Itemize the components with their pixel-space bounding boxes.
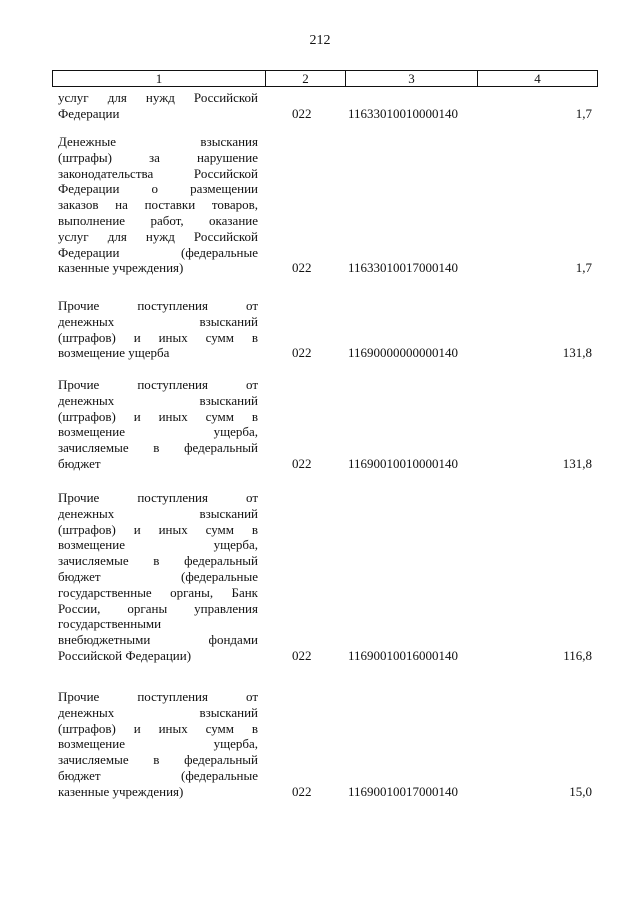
table-row bbox=[58, 298, 598, 361]
amount-value: 15,0 bbox=[569, 783, 592, 799]
description-line: бюджет (федеральные bbox=[58, 767, 258, 783]
description-line: возмещение ущерба, bbox=[58, 537, 258, 553]
description-line: Прочие поступления от bbox=[58, 377, 258, 392]
description-line: (штрафов) и иных сумм в bbox=[58, 521, 258, 537]
description-line: государственными bbox=[58, 616, 162, 632]
description-line: денежных взысканий bbox=[58, 505, 258, 521]
description-line: услуг для нужд Российской bbox=[58, 90, 258, 105]
table-row bbox=[58, 134, 598, 276]
description-line: казенные учреждения) bbox=[58, 783, 184, 799]
budget-classification-code: 11690000000000140 bbox=[348, 345, 459, 361]
description-line: выполнение работ, оказание bbox=[58, 212, 258, 228]
row-description bbox=[58, 134, 258, 276]
description-line: денежных взысканий bbox=[58, 392, 258, 408]
amount-value: 131,8 bbox=[562, 456, 592, 471]
admin-code: 022 bbox=[292, 260, 312, 276]
admin-code: 022 bbox=[292, 105, 312, 121]
description-line: казенные учреждения) bbox=[58, 260, 184, 276]
budget-classification-code: 11690010010000140 bbox=[348, 456, 459, 471]
description-line: возмещение ущерба bbox=[58, 345, 170, 361]
description-line: России, органы управления bbox=[58, 600, 258, 616]
table-row bbox=[58, 490, 598, 664]
description-line: зачисляемые в федеральный bbox=[58, 752, 258, 768]
description-line: бюджет bbox=[58, 455, 101, 471]
description-line: (штрафов) и иных сумм в bbox=[58, 720, 258, 736]
budget-classification-code: 11690010017000140 bbox=[348, 783, 459, 799]
description-line: Прочие поступления от bbox=[58, 689, 258, 704]
description-line: Прочие поступления от bbox=[58, 490, 258, 505]
table-header bbox=[52, 70, 598, 87]
row-description bbox=[58, 689, 258, 800]
table-row bbox=[58, 377, 598, 472]
description-line: (штрафы) за нарушение bbox=[58, 149, 258, 165]
amount-value: 1,7 bbox=[575, 260, 592, 276]
description-line: заказов на поставки товаров, bbox=[58, 197, 258, 213]
amount-value: 116,8 bbox=[563, 648, 592, 663]
description-line: Федерации (федеральные bbox=[58, 244, 258, 260]
budget-classification-code: 11633010010000140 bbox=[348, 105, 459, 121]
header-col-3: 3 bbox=[345, 71, 477, 86]
admin-code: 022 bbox=[292, 345, 312, 361]
description-line: Федерации bbox=[58, 105, 120, 121]
description-line: внебюджетными фондами bbox=[58, 632, 258, 648]
description-line: Российской Федерации) bbox=[58, 647, 192, 663]
row-description bbox=[58, 377, 258, 472]
description-line: (штрафов) и иных сумм в bbox=[58, 408, 258, 424]
description-line: зачисляемые в федеральный bbox=[58, 553, 258, 569]
admin-code: 022 bbox=[292, 783, 312, 799]
row-description bbox=[58, 90, 258, 122]
description-line: (штрафов) и иных сумм в bbox=[58, 329, 258, 345]
description-line: Прочие поступления от bbox=[58, 298, 258, 313]
description-line: услуг для нужд Российской bbox=[58, 228, 258, 244]
description-line: бюджет (федеральные bbox=[58, 568, 258, 584]
description-line: возмещение ущерба, bbox=[58, 736, 258, 752]
description-line: денежных взысканий bbox=[58, 704, 258, 720]
description-line: Денежные взыскания bbox=[58, 134, 258, 149]
description-line: зачисляемые в федеральный bbox=[58, 440, 258, 456]
budget-classification-code: 11633010017000140 bbox=[348, 260, 459, 276]
description-line: возмещение ущерба, bbox=[58, 424, 258, 440]
row-description bbox=[58, 298, 258, 361]
row-description bbox=[58, 490, 258, 664]
description-line: государственные органы, Банк bbox=[58, 584, 258, 600]
budget-classification-code: 11690010016000140 bbox=[348, 648, 459, 663]
table-row bbox=[58, 90, 598, 122]
description-line: законодательства Российской bbox=[58, 165, 258, 181]
admin-code: 022 bbox=[292, 648, 312, 663]
description-line: Федерации о размещении bbox=[58, 181, 258, 197]
amount-value: 131,8 bbox=[562, 345, 592, 361]
page-number: 212 bbox=[309, 33, 331, 48]
admin-code: 022 bbox=[292, 456, 312, 471]
description-line: денежных взысканий bbox=[58, 313, 258, 329]
table-row bbox=[58, 689, 598, 800]
amount-value: 1,7 bbox=[575, 105, 592, 121]
header-col-1: 1 bbox=[155, 71, 163, 86]
header-col-4: 4 bbox=[477, 71, 597, 86]
header-col-2: 2 bbox=[265, 71, 345, 86]
